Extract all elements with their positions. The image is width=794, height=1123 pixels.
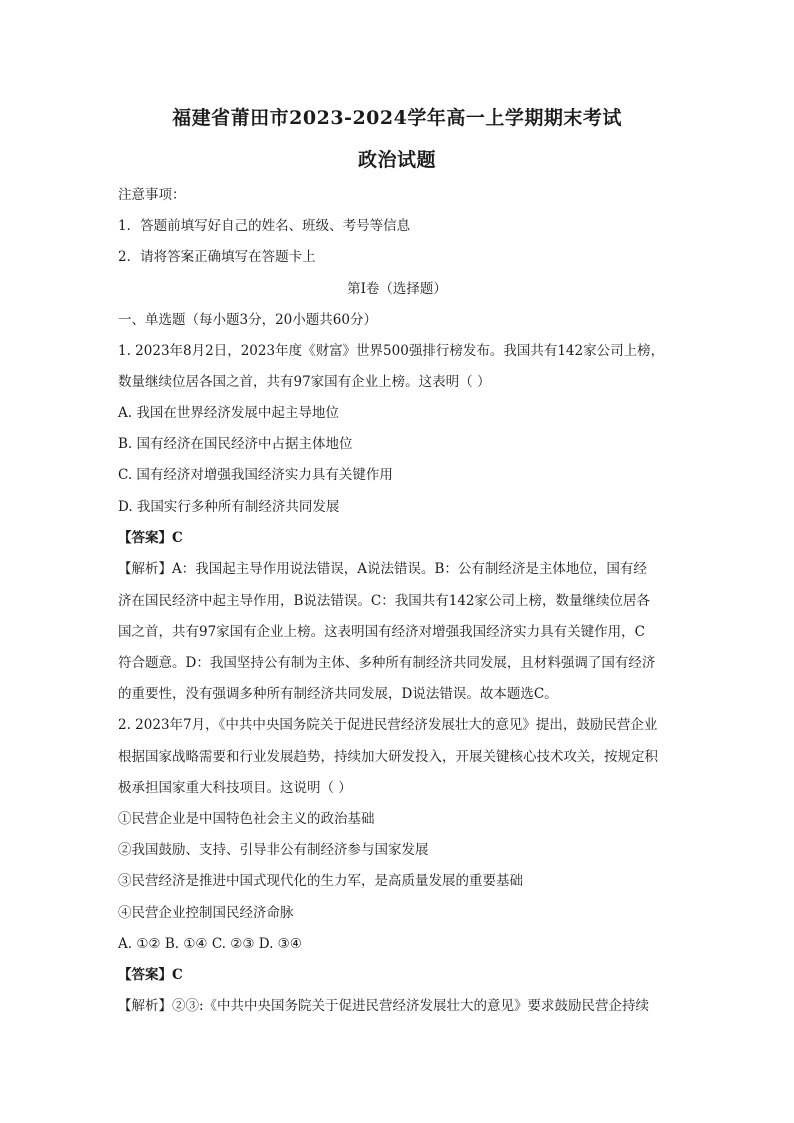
q2-stem-line: 2. 2023年7月，《中共中央国务院关于促进民营经济发展壮大的意见》提出，鼓励民营企业: [118, 717, 658, 733]
page-subtitle: 政治试题: [357, 149, 436, 171]
notice-item-1: 1．答题前填写好自己的姓名、班级、考号等信息: [118, 218, 411, 234]
q2-item-1: ①民营企业是中国特色社会主义的政治基础: [118, 811, 375, 827]
q1-option-d: D. 我国实行多种所有制经济共同发展: [118, 499, 340, 515]
q1-stem-line: 数量继续位居各国之首，共有97家国有企业上榜。这表明（ ）: [118, 374, 491, 390]
q2-stem-line: 极承担国家重大科技项目。这说明（ ）: [118, 780, 352, 796]
page-title: 福建省莆田市2023-2024学年高一上学期期末考试: [172, 107, 622, 129]
notice-item-2: 2．请将答案正确填写在答题卡上: [118, 249, 316, 265]
q2-item-4: ④民营企业控制国民经济命脉: [118, 905, 294, 921]
q2-options: A. ①② B. ①④ C. ②③ D. ③④: [118, 936, 302, 952]
volume-heading: 第I卷（选择题）: [347, 281, 447, 297]
q2-item-3: ③民营经济是推进中国式现代化的生力军，是高质量发展的重要基础: [118, 873, 523, 889]
q2-answer: 【答案】C: [118, 967, 183, 983]
q1-answer: 【答案】C: [118, 530, 183, 546]
q1-option-c: C. 国有经济对增强我国经济实力具有关键作用: [118, 467, 393, 483]
q1-analysis-line: 的重要性，没有强调多种所有制经济共同发展，D说法错误。故本题选C。: [118, 686, 558, 702]
q1-analysis-line: 符合题意。D：我国坚持公有制为主体、多种所有制经济共同发展，且材料强调了国有经济: [118, 655, 656, 671]
q1-analysis-line: 【解析】A：我国起主导作用说法错误，A说法错误。B：公有制经济是主体地位，国有经: [118, 561, 647, 577]
q1-analysis-line: 济在国民经济中起主导作用，B说法错误。C：我国共有142家公司上榜，数量继续位居各: [118, 593, 651, 609]
notice-heading: 注意事项：: [118, 187, 186, 203]
section-heading: 一、单选题（每小题3分，20小题共60分）: [118, 312, 377, 328]
q2-item-2: ②我国鼓励、支持、引导非公有制经济参与国家发展: [118, 842, 429, 858]
q2-stem-line: 根据国家战略需要和行业发展趋势，持续加大研发投入，开展关键核心技术攻关，按规定积: [118, 749, 658, 765]
q1-analysis-line: 国之首，共有97家国有企业上榜。这表明国有经济对增强我国经济实力具有关键作用，C: [118, 624, 646, 640]
q1-option-a: A. 我国在世界经济发展中起主导地位: [118, 405, 339, 421]
q1-option-b: B. 国有经济在国民经济中占据主体地位: [118, 436, 353, 452]
q1-stem-line: 1. 2023年8月2日，2023年度《财富》世界500强排行榜发布。我国共有142家公司上榜，: [118, 343, 665, 359]
q2-analysis-line: 【解析】②③:《中共中央国务院关于促进民营经济发展壮大的意见》要求鼓励民营企持续: [118, 998, 650, 1014]
